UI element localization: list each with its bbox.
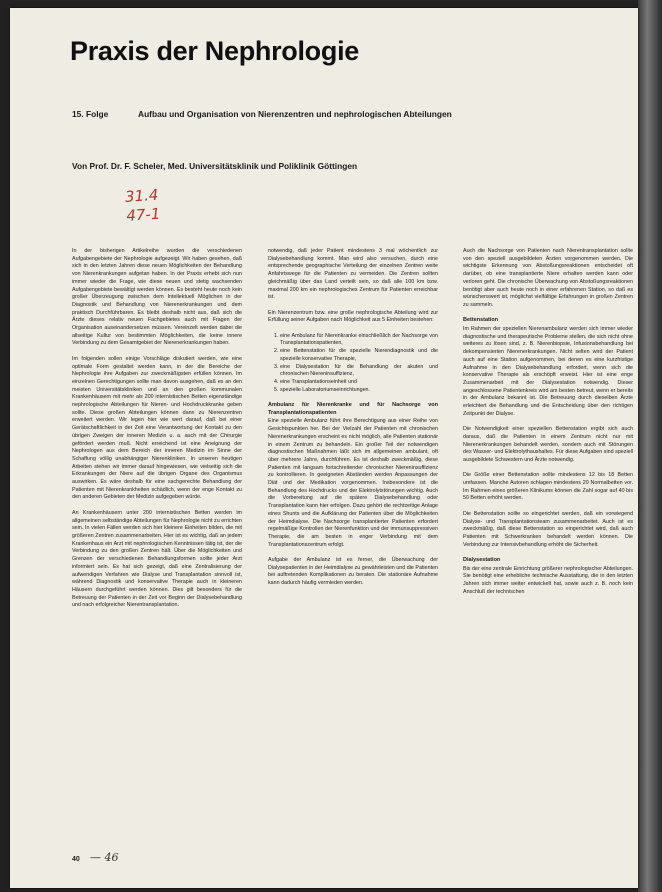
text-column-3 [463, 248, 633, 860]
annotation-line-1: 31.4 [124, 185, 159, 206]
list-item: 3. eine Dialysestation für die Behandlung der akuten und chronischen Niereninsuffizienz, [280, 364, 438, 379]
page-number: 40 [72, 856, 80, 863]
paragraph: Auch die Nachsorge von Patienten nach Nierentransplantation sollte von den speziell ausgebildeten Ärzten vorgenommen werden. Die wichtigste Erkennung von Abstoßungsreaktionen entscheidet oft darüber, ob eine transplantierte Niere erhalten werden kann oder verloren geht. Die chronische Überwachung von Abstoßungsreaktionen benötigt aber auch heute noch in einer erfahrenen Station, so daß es wünschenswert ist, möglichst vielfältige Erfahrungen in großen Zentren zu sammeln. [463, 248, 633, 308]
document-page [10, 8, 638, 888]
paragraph: Bis der eine zentrale Einrichtung größerer nephrologischer Abteilungen. Sie benötigt eine erhebliche technische Ausstattung, die in den letzten Jahren sich immer weiter entwickelt hat, sowie auch z. B. noch kein Anschluß der technischen [463, 565, 633, 595]
list-item: 4. eine Transplantationseinheit und [280, 379, 438, 387]
text-column-2 [268, 248, 438, 860]
series-line [72, 109, 452, 119]
paragraph: Eine spezielle Ambulanz führt ihre Berechtigung aus einer Reihe von Gesichtspunkten her. Bei der Vielzahl der Patienten mit chronischen Nierenerkrankungen erscheint es nicht möglich, alle Patienten stationär in einem Zentrum zu behandeln. Ein großer Teil der notwendigen diagnostischen Maßnahmen läßt sich im allgemeinen ambulant, oft über mehrere Jahre, durchführen. Es ist deshalb zweckmäßig, diese Patienten mit langsam fortschreitender chronischer Niereninsuffizienz zu kontrollieren. In geeigneten Abständen werden Anpassungen der Diät und der Medikation vorgenommen. Insbesondere ist die Behandlung des Hochdrucks und der Elektrolytstörungen wichtig. Auch die Vorbereitung auf die spätere Dialysebehandlung oder Transplantation kann hier erfolgen. Dazu gehört die rechtzeitige Anlage eines Shunts und die Aufklärung der Patienten über die Möglichkeiten der Heimdialyse. Die Nachsorge transplantierter Patienten erfordert regelmäßige Kontrollen der Nierenfunktion und der immunsuppressiven Therapie, die am besten in enger Verbindung mit dem Transplantationszentrum erfolgt. [268, 418, 438, 548]
unit-list [268, 333, 438, 395]
annotation-line-2: 47-1 [125, 204, 161, 225]
series-number: 15. Folge [72, 109, 109, 119]
section-heading: Bettenstation [463, 317, 499, 324]
paragraph: Die Bettenstation sollte so eingerichtet werden, daß ein vorwiegend Dialyse- und Transplantationsteam zusammenarbeitet. Auch ist es zweckmäßig, daß diese Bettenstation so eingerichtet wird, daß auch Patienten mit Schwerkranken behandelt werden können. Die Verbindung zur Intensivbehandlung erhöht die Sicherheit. [463, 510, 633, 548]
paragraph: Aufgabe der Ambulanz ist es ferner, die Überwachung der Dialysepatienten in der Heimdialyse zu gewährleisten und die Patienten bei auftretenden Komplikationen zu beraten. Die stationäre Aufnahme kann dadurch häufig vermieden werden. [268, 557, 438, 587]
list-item: 1. eine Ambulanz für Nierenkranke einschließlich der Nachsorge von Transplantationspatienten, [280, 333, 438, 348]
section-heading: Ambulanz für Nierenkranke und für Nachsorge von Transplantationspatienten [268, 402, 438, 416]
handwritten-annotation [124, 184, 183, 236]
section-heading: Dialysestation [463, 557, 501, 564]
text-column-1 [72, 248, 242, 860]
paragraph: notwendig, daß jeder Patient mindestens 3 mal wöchentlich zur Dialysebehandlung kommt. Man wird also versuchen, durch eine entsprechende geographische Verteilung der einzelnen Zentren weite Anfahrtswege für die Patienten zu vermeiden. Die Zentren sollten gleichmäßig über das Land verteilt sein, so daß alle 100 km bzw. maximal 200 km ein nephrologisches Zentrum für Patienten erreichbar ist. [268, 248, 438, 301]
page-title: Praxis der Nephrologie [70, 36, 359, 66]
author-line: Von Prof. Dr. F. Scheler, Med. Universitätsklinik und Poliklinik Göttingen [72, 161, 358, 171]
handwritten-page-note: — 46 [90, 851, 119, 864]
paragraph: Die Notwendigkeit einer speziellen Bettenstation ergibt sich auch daraus, daß die Patienten in einem Zentrum nicht nur mit Nierenerkrankungen behandelt werden, sondern auch mit Störungen des Wasser- und Elektrolythaushaltes. Für diese Aufgaben sind speziell ausgebildete Schwestern und Ärzte notwendig. [463, 426, 633, 463]
paragraph: Im Rahmen der speziellen Nierenambulanz werden sich immer wieder diagnostische und therapeutische Probleme stellen, die sich nicht ohne weiteres zu lösen sind, z. B. Nierenbiopsie, Infusionsbehandlung bei dekompensierten Nierenerkrankungen. Nicht selten wird der Patient auch auf eine Station aufgenommen, bei denen es eine kurzfristige Aufnahme in den Dialysebehandlung erfordert, wenn sich die konservative Therapie als erschöpft erweist. Hier ist eine enge Zusammenarbeit mit der Dialysestation notwendig. Dieser angeschlossene Patientenkreis wird am besten betreut, wenn er bereits in der Ambulanz bekannt ist. Die Betreuung durch dieselben Ärzte erleichtert die Behandlung und die Entscheidung über den richtigen Zeitpunkt der Dialyse. [463, 326, 633, 417]
page-edge-shadow [638, 0, 662, 892]
paragraph: In der bisherigen Artikelreihe wurden die verschiedenen Aufgabengebiete der Nephrologie aufgezeigt. Wir haben gesehen, daß sich in den letzten Jahren diese neuen Möglichkeiten der Behandlung von Nierenkrankungen aufgetan haben. In der Praxis erhebt sich nun immer wieder die Frage, wie diese neuen und stetig wachsenden Aufgabengebiete bewältigt werden können. Es besteht heute noch kein großer Überzeugung zwischen dem Intellektuell Möglichen in der Diagnostik und Behandlung von Nierenerkrankungen und dem praktisch Durchführbaren. Es bleibt deshalb nicht aus, daß sich die Ärzte dieses relativ neuen Fachgebietes auch mit Fragen der Organisation auseinandersetzen müssen. Vereinzelt werden dabei die allseitige Kultur von bestimmten Möglichkeiten, die keine innere Verbindung zu dem Gesamtgebiet der Nierenerkrankungen haben. [72, 248, 242, 347]
paragraph: Im folgenden sollen einige Vorschläge diskutiert werden, wie eine optimale Form gestaltet werden kann, in der die Bereiche der Nephrologie ihre Aufgaben zur zweckmäßigsten erfüllen können. Im einzelnen Gerechtigungen sollte man davon ausgehen, daß es an den meisten Universitätskliniken und an den großen kommunalen Krankenhäusern mit mehr als 200 internistischen Betten eigenständige nephrologische Abteilungen für Nieren- und Hochdruckkranke geben sollte. Diese großen Abteilungen können dann zu Nierenzentren erweitert werden. Wir legen hier wie wert darauf, daß bei einer Gerätschaftlichkeit in der Zeit eine Verantwortung der Kontakt zu den übrigen Zweigen der inneren Medizin u. a. auch mit der Chirurgie gefördert werden muß. Nicht erreichend ist eine Aneignung der Nephrologen aus dem Bereich der inneren Medizin im Sinne der Schaffung völlig unabhängiger Nierenkliniken. In unseren heutigen Arbeiten stehen wir immer darauf hingewiesen, wie vielseitig sich die Erkrankungen der Niere auf die übrigen Organe des Organismus auswirken. Es wäre deshalb für eine sachgerechte Behandlung der Patienten mit Nierenkrankheiten schädlich, wenn der enge Kontakt zu den anderen Gebieten der Medizin aufgegeben würde. [72, 355, 242, 501]
list-item: 5. spezielle Laboratoriumseinrichtungen. [280, 387, 438, 395]
paragraph: Ein Nierenzentrum bzw. eine große nephrologische Abteilung wird zur Erfüllung seiner Aufgaben nach Möglichkeit aus 5 Einheiten bestehen: [268, 309, 438, 324]
series-title: Aufbau und Organisation von Nierenzentren und nephrologischen Abteilungen [138, 109, 452, 119]
list-item: 2. eine Bettenstation für die spezielle Nierendiagnostik und die spezielle konservative Therapie, [280, 348, 438, 363]
paragraph: An Krankenhäusern unter 200 internistischen Betten werden im allgemeinen selbständige Abteilungen für Nephrologie nicht zu errichten sein. In vielen Fällen werden sich hier kleinere Einheiten bilden, die mit größeren Zentren zusammenarbeiten. Hier ist es wichtig, daß an jedem Krankenhaus ein Arzt mit nephrologischen Kenntnissen tätig ist, der die Verbindung zu den großen Zentren hält. Über die Möglichkeiten und Grenzen der verschiedenen Behandlungsformen sollte jeder Arzt informiert sein. Es hat sich gezeigt, daß eine Zentralisierung der aufwendigen Verfahren wie Dialyse und Transplantation sinnvoll ist, während Diagnostik und konservative Therapie auch in kleineren Häusern durchgeführt werden können. Dies gilt besonders für die Betreuung der Patienten in der Zeit vor Beginn der Dialysebehandlung und nach erfolgreicher Nierentransplantation. [72, 509, 242, 609]
paragraph: Die Größe einer Bettenstation sollte mindestens 12 bis 18 Betten umfassen. Manche Autoren schlagen mindestens 20 Normalbetten vor. Im Rahmen eines größeren Klinikums können die Zahl sogar auf 40 bis 50 Betten erhöht werden. [463, 472, 633, 502]
